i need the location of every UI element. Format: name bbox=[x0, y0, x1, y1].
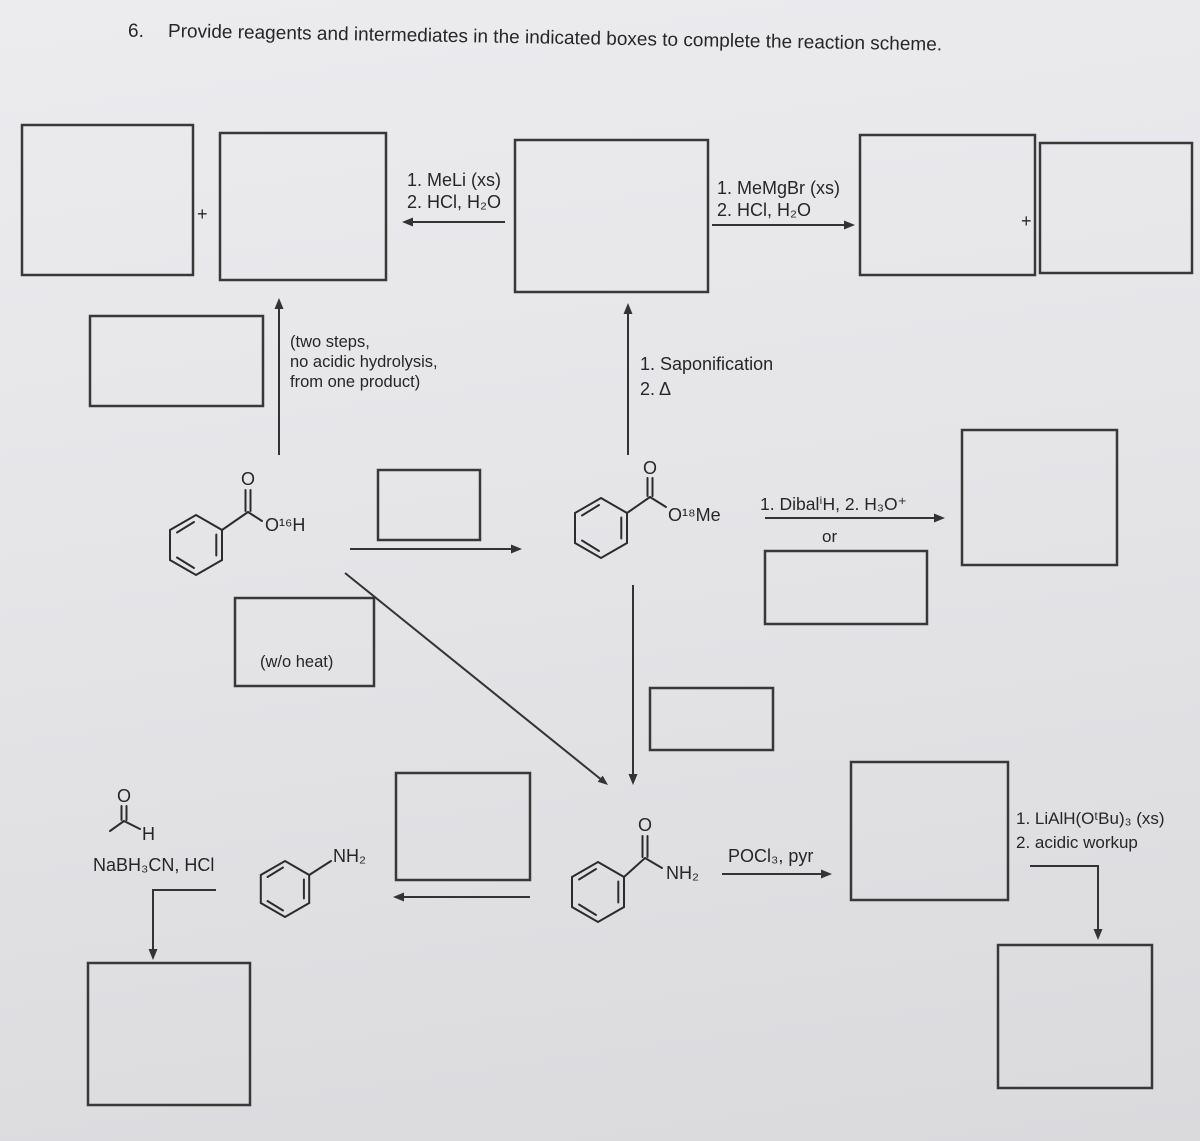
arrow-memgbr bbox=[712, 221, 855, 230]
answer-box-dibal-alternative bbox=[765, 551, 927, 624]
reagents-dibal: 1. DibalⁱH, 2. H₃O⁺ bbox=[760, 494, 907, 514]
amide-carbonyl-oxygen: O bbox=[638, 815, 653, 835]
structure-aniline bbox=[261, 861, 331, 917]
arrowhead bbox=[624, 303, 633, 314]
answer-box-dibal-product bbox=[962, 430, 1117, 565]
question-number: 6. bbox=[128, 21, 144, 42]
aniline-amine-label: NH₂ bbox=[333, 846, 366, 866]
arrowhead bbox=[629, 774, 638, 785]
arrowhead bbox=[1094, 929, 1103, 940]
arrow-amide-to-aniline bbox=[393, 893, 530, 902]
benzene-ring bbox=[575, 498, 627, 558]
answer-box-lialh-product bbox=[998, 945, 1152, 1088]
reagent-line: 1. LiAlH(OᵗBu)₃ (xs) bbox=[1016, 809, 1165, 828]
arrowhead bbox=[821, 870, 832, 879]
benzene-ring bbox=[572, 862, 624, 922]
aldehyde-h-bond bbox=[124, 821, 140, 829]
answer-box-top-1 bbox=[22, 125, 193, 275]
answer-box-top-4 bbox=[860, 135, 1035, 275]
acetaldehyde-h-label: H bbox=[142, 824, 155, 844]
benzene-ring bbox=[261, 861, 309, 917]
arrow-shaft bbox=[345, 573, 603, 781]
arrowhead bbox=[275, 298, 284, 309]
arrowhead bbox=[402, 218, 413, 227]
ring-to-carbonyl-bond bbox=[627, 497, 650, 513]
acid-carbonyl-oxygen: O bbox=[241, 469, 256, 489]
methyl-bond bbox=[110, 821, 124, 831]
arrowhead bbox=[934, 514, 945, 523]
note-line: no acidic hydrolysis, bbox=[290, 353, 438, 371]
answer-box-top-2 bbox=[220, 133, 386, 280]
answer-box-ester-to-amide-reagent bbox=[650, 688, 773, 750]
structure-amide bbox=[572, 836, 662, 922]
two-step-note bbox=[290, 332, 438, 392]
question-prompt: Provide reagents and intermediates in the indicated boxes to complete the reaction scheme. bbox=[167, 21, 943, 56]
arrowhead bbox=[844, 221, 855, 230]
plus-sign-left: + bbox=[197, 204, 208, 224]
amide-amine-label: NH₂ bbox=[666, 863, 699, 883]
answer-box-acid-to-ester-reagent bbox=[378, 470, 480, 540]
reagents-pocl3: POCl₃, pyr bbox=[728, 846, 814, 866]
carbon-nitrogen-bond bbox=[645, 858, 662, 868]
ring-to-nitrogen-bond bbox=[309, 861, 331, 875]
note-line: (two steps, bbox=[290, 333, 370, 351]
ester-methoxy-label: O¹⁸Me bbox=[668, 505, 721, 525]
answer-box-top-3 bbox=[515, 140, 708, 292]
answer-boxes bbox=[22, 125, 1192, 1105]
acetaldehyde-carbonyl-oxygen: O bbox=[117, 786, 132, 806]
reagents-meli bbox=[407, 169, 501, 213]
arrowhead bbox=[149, 949, 158, 960]
or-label: or bbox=[822, 527, 838, 546]
carbon-oxygen-bond bbox=[248, 512, 262, 521]
reagent-line: 1. MeMgBr (xs) bbox=[717, 178, 841, 198]
answer-box-pocl3-product bbox=[851, 762, 1008, 900]
reagent-line: 2. HCl, H₂O bbox=[407, 192, 501, 212]
structure-methyl-ester bbox=[575, 478, 666, 558]
ring-to-carbonyl-bond bbox=[222, 512, 248, 530]
answer-box-without-heat bbox=[235, 598, 374, 686]
answer-box-top-5 bbox=[1040, 143, 1192, 273]
answer-box-reductive-amination-product bbox=[88, 963, 250, 1105]
arrow-ester-to-amide bbox=[629, 585, 638, 785]
reagents-memgbr bbox=[717, 177, 840, 221]
arrow-two-steps bbox=[275, 298, 284, 455]
structure-carboxylic-acid bbox=[170, 490, 262, 575]
arrow-meli bbox=[402, 218, 505, 227]
arrow-lialh bbox=[1030, 866, 1103, 940]
ester-carbonyl-oxygen: O bbox=[643, 458, 658, 478]
arrow-shaft bbox=[153, 890, 216, 954]
note-line: from one product) bbox=[290, 373, 421, 391]
answer-box-amide-to-aniline-reagent bbox=[396, 773, 530, 880]
reagent-line: 2. Δ bbox=[640, 379, 672, 399]
arrowhead bbox=[511, 545, 522, 554]
arrow-shaft bbox=[1030, 866, 1098, 934]
arrow-saponification bbox=[624, 303, 633, 455]
arrow-acid-to-ester bbox=[350, 545, 522, 554]
ring-to-carbonyl-bond bbox=[624, 858, 645, 877]
reagent-line: 2. HCl, H₂O bbox=[717, 200, 811, 220]
arrow-reductive-amination bbox=[149, 890, 217, 960]
reagent-line: 1. MeLi (xs) bbox=[407, 170, 502, 190]
reagent-line: 2. acidic workup bbox=[1016, 833, 1138, 852]
carbon-oxygen-bond bbox=[650, 497, 666, 507]
reagents-saponification bbox=[640, 352, 773, 402]
without-heat-label: (w/o heat) bbox=[260, 653, 334, 671]
structure-acetaldehyde bbox=[110, 806, 140, 831]
arrowhead bbox=[393, 893, 404, 902]
plus-sign-right: + bbox=[1021, 211, 1032, 231]
reagent-line: 1. Saponification bbox=[640, 354, 774, 374]
reagents-reductive-amination: NaBH₃CN, HCl bbox=[93, 855, 215, 875]
reaction-arrows bbox=[149, 218, 1103, 961]
arrow-diagonal-acid-to-amide bbox=[345, 573, 608, 785]
acid-hydroxyl-label: O¹⁶H bbox=[265, 515, 306, 535]
benzene-ring bbox=[170, 515, 222, 575]
arrow-pocl3 bbox=[722, 870, 832, 879]
arrow-dibal bbox=[765, 514, 945, 523]
reagents-lialh bbox=[1016, 807, 1165, 855]
answer-box-two-step-reagent bbox=[90, 316, 263, 406]
